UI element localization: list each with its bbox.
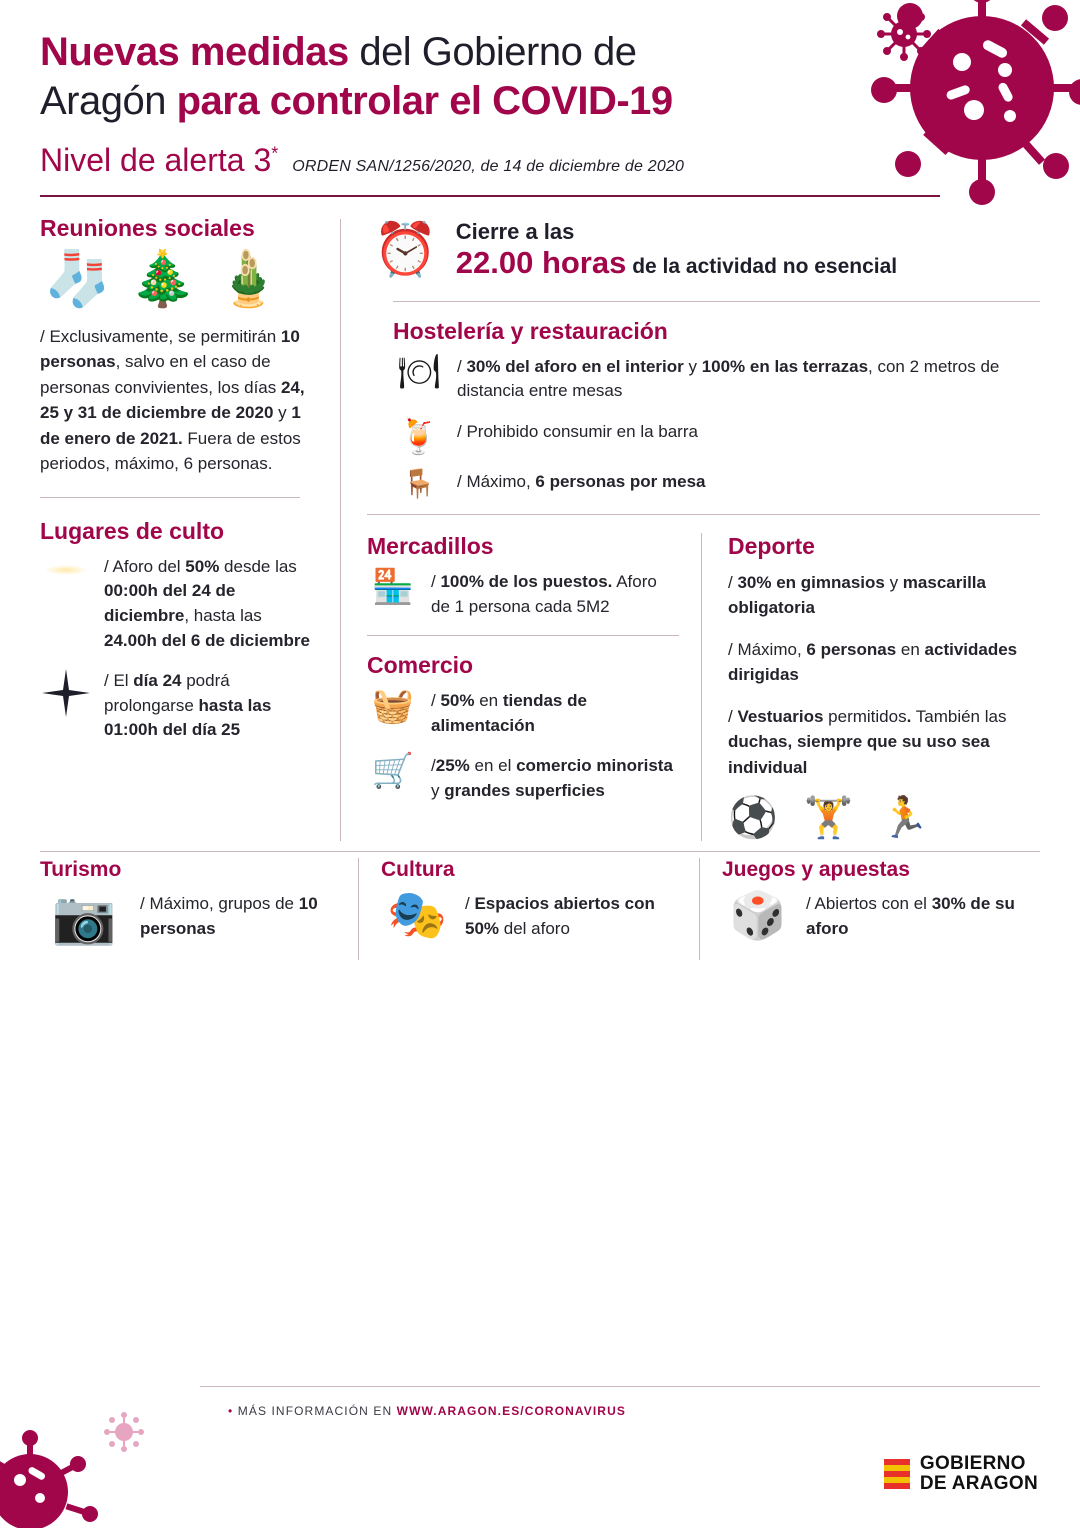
cierre-block [367, 215, 1040, 281]
left-column [40, 215, 340, 842]
divider-mercadillos [367, 635, 679, 636]
hosteleria-item-2 [393, 417, 1040, 456]
hosteleria-block [367, 318, 1040, 498]
divider-right-1 [393, 301, 1040, 302]
market-stall-icon: 🏪 [371, 567, 415, 606]
comercio-item-2 [367, 754, 679, 803]
aragon-flag-icon [884, 1459, 910, 1489]
soccer-ball-icon: ⚽ [728, 796, 778, 841]
shopping-basket-icon: 🧺 [371, 687, 415, 726]
deporte-column [701, 533, 1040, 842]
cierre-tail: de la actividad no esencial [626, 254, 898, 278]
alert-level [40, 142, 278, 179]
alarm-clock-icon: ⏰ [373, 220, 438, 279]
juegos-text: / Abiertos con el 30% de su aforo [806, 894, 1015, 939]
order-reference: ORDEN SAN/1256/2020, de 14 de diciembre de 2020 [292, 157, 685, 175]
culto-item-1-text: / Aforo del 50% desde las 00:00h del 24 de diciembre, hasta las 24.00h del 6 de diciembre [104, 556, 310, 650]
gobierno-de-aragon-logo [884, 1454, 1038, 1494]
christmas-stocking-icon: 🧦 [44, 248, 112, 309]
hosteleria-item-3-text: / Máximo, 6 personas por mesa [457, 471, 706, 491]
section-title-cultura: Cultura [381, 858, 455, 882]
comercio-item-1-text: / 50% en tiendas de alimentación [431, 691, 587, 735]
title-part-1: Nuevas medidas [40, 30, 349, 74]
bottom-divider [40, 851, 1040, 852]
title-part-3: Aragón [40, 78, 177, 123]
divider-right-2 [367, 514, 1040, 515]
right-column [341, 215, 1040, 842]
main-content [0, 197, 1080, 842]
juegos-item [722, 889, 1018, 942]
running-icon: 🏃 [879, 796, 930, 841]
bullet-icon: • [228, 1404, 234, 1418]
juegos-block [700, 858, 1040, 960]
christmas-bauble-icon: 🎍 [214, 248, 282, 309]
title-part-4: para controlar el COVID-19 [176, 78, 673, 123]
star-sparkle-icon [40, 669, 92, 723]
coronavirus-url[interactable]: WWW.ARAGON.ES/CORONAVIRUS [396, 1404, 626, 1418]
coronavirus-illustration-bottom-small [104, 1412, 144, 1452]
culto-item-1 [40, 555, 318, 654]
hosteleria-item-2-text: / Prohibido consumir en la barra [457, 421, 698, 441]
reuniones-text: / Exclusivamente, se permitirán 10 personas, salvo en el caso de personas convivientes, los días 24, 25 y 31 de diciembre de 2020 y 1 de enero de 2021. Fuera de estos periodos, máximo, 6 personas. [40, 326, 305, 474]
section-title-hosteleria: Hostelería y restauración [393, 317, 668, 344]
header [0, 0, 1080, 179]
culto-item-2-text: / El día 24 podrá prolongarse hasta las 01:00h del día 25 [104, 671, 272, 740]
comercio-item-2-text: /25% en el comercio minorista y grandes superficies [431, 756, 673, 801]
cocktail-icon: 🍹 [397, 417, 441, 456]
theater-masks-icon: 🎭 [387, 889, 447, 943]
deporte-item-3-text: / Vestuarios permitidos. También las duchas, siempre que su uso sea individual [728, 706, 1007, 777]
mercadillos-item-1-text: / 100% de los puestos. Aforo de 1 persona cada 5M2 [431, 571, 657, 616]
weightlifting-icon: 🏋️ [803, 796, 854, 841]
comercio-item-1 [367, 689, 679, 738]
gov-line-2: DE ARAGON [919, 1473, 1038, 1495]
section-title-culto: Lugares de culto [40, 517, 225, 544]
food-tray-icon: 🍽 [397, 352, 441, 391]
page-title [40, 28, 860, 126]
hosteleria-item-3 [393, 467, 1040, 499]
section-title-reuniones: Reuniones sociales [40, 214, 255, 241]
light-rays-icon [40, 555, 92, 591]
section-title-comercio: Comercio [367, 652, 474, 679]
footer-divider [200, 1386, 1040, 1387]
cierre-line1: Cierre a las [455, 218, 575, 244]
shopping-cart-icon: 🛒 [371, 752, 415, 791]
mid-two-columns [367, 533, 1040, 842]
turismo-item [40, 889, 336, 948]
title-part-2: del Gobierno de [348, 30, 637, 74]
alert-asterisk: * [271, 142, 279, 163]
cultura-block [359, 858, 699, 960]
footer [0, 1378, 1080, 1528]
mercadillos-comercio-column [367, 533, 701, 842]
section-title-mercadillos: Mercadillos [367, 532, 494, 559]
cierre-hours: 22.00 horas [455, 244, 627, 280]
turismo-block [40, 858, 358, 960]
bottom-row [0, 858, 1080, 960]
section-title-deporte: Deporte [728, 532, 815, 559]
hosteleria-item-1-text: / 30% del aforo en el interior y 100% en las terrazas, con 2 metros de distancia entre mesas [457, 356, 1000, 401]
alert-level-text: Nivel de alerta 3 [40, 141, 272, 178]
gov-line-1: GOBIERNO [919, 1453, 1026, 1475]
deporte-item-2-text: / Máximo, 6 personas en actividades dirigidas [728, 639, 1018, 685]
deporte-icons [728, 794, 1040, 841]
coronavirus-illustration-small [876, 6, 932, 62]
christmas-tree-icon: 🎄 [129, 248, 197, 309]
divider-left-1 [40, 497, 300, 498]
reuniones-icons [44, 248, 318, 309]
table-chairs-icon: 🪑 [401, 467, 437, 499]
turismo-text: / Máximo, grupos de 10 personas [140, 894, 318, 939]
more-info-label: MÁS INFORMACIÓN EN [237, 1404, 393, 1418]
section-title-turismo: Turismo [40, 858, 122, 882]
culto-item-2 [40, 669, 318, 743]
hosteleria-item-1 [393, 352, 1040, 404]
dice-icon: 🎲 [729, 889, 787, 942]
cultura-item [381, 889, 677, 943]
deporte-item-1-text: / 30% en gimnasios y mascarilla obligatoria [728, 572, 986, 618]
more-info [228, 1404, 626, 1418]
section-title-juegos: Juegos y apuestas [722, 858, 910, 882]
camera-icon: 📷 [51, 889, 117, 948]
cultura-text: / Espacios abiertos con 50% del aforo [465, 894, 655, 939]
mercadillos-item-1 [367, 567, 679, 619]
